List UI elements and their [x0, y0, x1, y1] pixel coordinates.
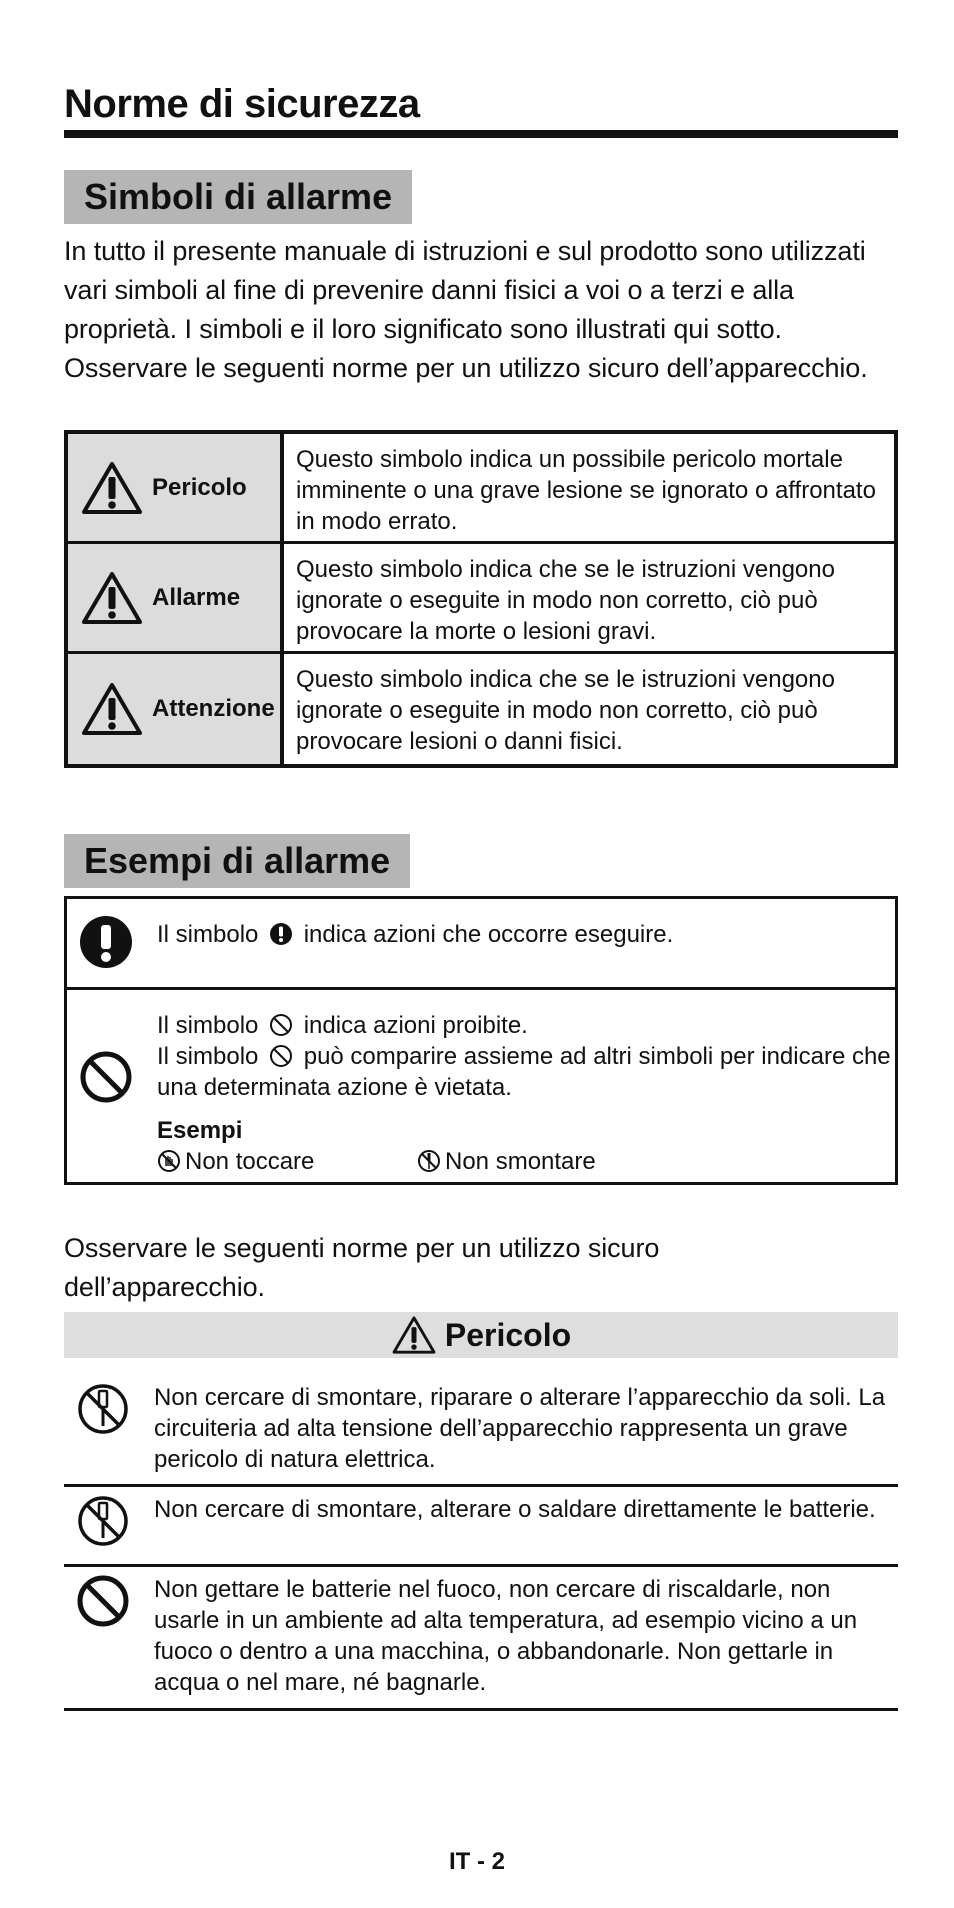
observe-text: Osservare le seguenti norme per un utilizzo sicuro dell’apparecchio.	[64, 1233, 660, 1302]
symbol-description: Questo simbolo indica che se le istruzioni vengono ignorate o eseguite in modo non corretto, ciò può provocare la morte o lesioni gravi.	[296, 556, 835, 645]
symbol-row-attenzione	[68, 654, 894, 764]
prohibited-icon	[269, 1044, 293, 1068]
mandatory-text-after: indica azioni che occorre eseguire.	[303, 921, 674, 948]
mandatory-exclamation-icon	[79, 915, 133, 969]
divider	[64, 1484, 898, 1487]
symbol-row-pericolo	[68, 434, 894, 544]
mandatory-exclamation-icon	[269, 922, 293, 946]
warning-triangle-icon	[80, 681, 144, 737]
prohibited-icon	[269, 1013, 293, 1037]
prohibited-line1-after: indica azioni proibite.	[303, 1012, 528, 1039]
symbols-table	[64, 430, 898, 768]
section-heading-esempi: Esempi di allarme	[64, 834, 410, 888]
symbol-description: Questo simbolo indica che se le istruzioni vengono ignorate o eseguite in modo non corretto, ciò può provocare lesioni o danni fisici.	[296, 666, 835, 755]
symbol-label: Allarme	[152, 583, 241, 611]
no-touch-icon	[157, 1149, 181, 1173]
divider	[64, 1564, 898, 1567]
symbol-description: Questo simbolo indica un possibile pericolo mortale imminente o una grave lesione se ignorato o affrontato in modo errato.	[296, 446, 876, 535]
danger-item	[64, 1494, 898, 1525]
symbol-label: Pericolo	[152, 473, 247, 501]
prohibited-line2-before: Il simbolo	[157, 1043, 259, 1070]
warning-triangle-icon	[80, 570, 144, 626]
prohibited-line1-before: Il simbolo	[157, 1012, 259, 1039]
danger-item	[64, 1382, 898, 1475]
examples-label: Esempi	[157, 1117, 243, 1144]
example-row-prohibited	[67, 990, 895, 1182]
example-no-touch: Non toccare	[185, 1148, 315, 1175]
no-disassemble-icon	[76, 1382, 130, 1436]
danger-item-text: Non cercare di smontare, alterare o saldare direttamente le batterie.	[154, 1496, 876, 1523]
example-no-disassemble: Non smontare	[445, 1148, 596, 1175]
section-heading-simboli: Simboli di allarme	[64, 170, 412, 224]
mandatory-text-before: Il simbolo	[157, 921, 259, 948]
prohibited-icon	[76, 1574, 130, 1628]
prohibited-icon	[79, 1050, 133, 1104]
warning-triangle-icon	[80, 460, 144, 516]
examples-box	[64, 896, 898, 1185]
no-disassemble-icon	[417, 1149, 441, 1173]
danger-item	[64, 1574, 898, 1698]
symbol-label: Attenzione	[152, 695, 275, 722]
warning-triangle-icon	[391, 1315, 437, 1355]
danger-item-text: Non cercare di smontare, riparare o alterare l’apparecchio da soli. La circuiteria ad alta tensione dell’apparecchio rappresenta un grave pericolo di natura elettrica.	[154, 1384, 886, 1473]
example-row-mandatory	[67, 899, 895, 990]
simboli-intro: In tutto il presente manuale di istruzioni e sul prodotto sono utilizzati vari simboli al fine di prevenire danni fisici a voi o a terzi e alla proprietà. I simboli e il loro significato sono illustrati qui sotto. Osservare le seguenti norme per un utilizzo sicuro dell’apparecchio.	[64, 236, 868, 383]
danger-item-text: Non gettare le batterie nel fuoco, non cercare di riscaldarle, non usarle in un ambiente ad alta temperatura, ad esempio vicino a un fuoco o dentro a una macchina, o abbandonarle. Non gettarle in acqua o nel mare, né bagnarle.	[154, 1576, 858, 1696]
danger-heading-bar	[64, 1312, 898, 1358]
divider	[64, 1708, 898, 1711]
prohibited-line2-after: può comparire assieme ad altri simboli per indicare che una determinata azione è vietata.	[157, 1043, 891, 1101]
danger-heading-label: Pericolo	[444, 1316, 572, 1353]
symbol-row-allarme	[68, 544, 894, 654]
page-number: IT - 2	[448, 1848, 505, 1875]
no-disassemble-icon	[76, 1494, 130, 1548]
page-title: Norme di sicurezza	[64, 80, 898, 138]
